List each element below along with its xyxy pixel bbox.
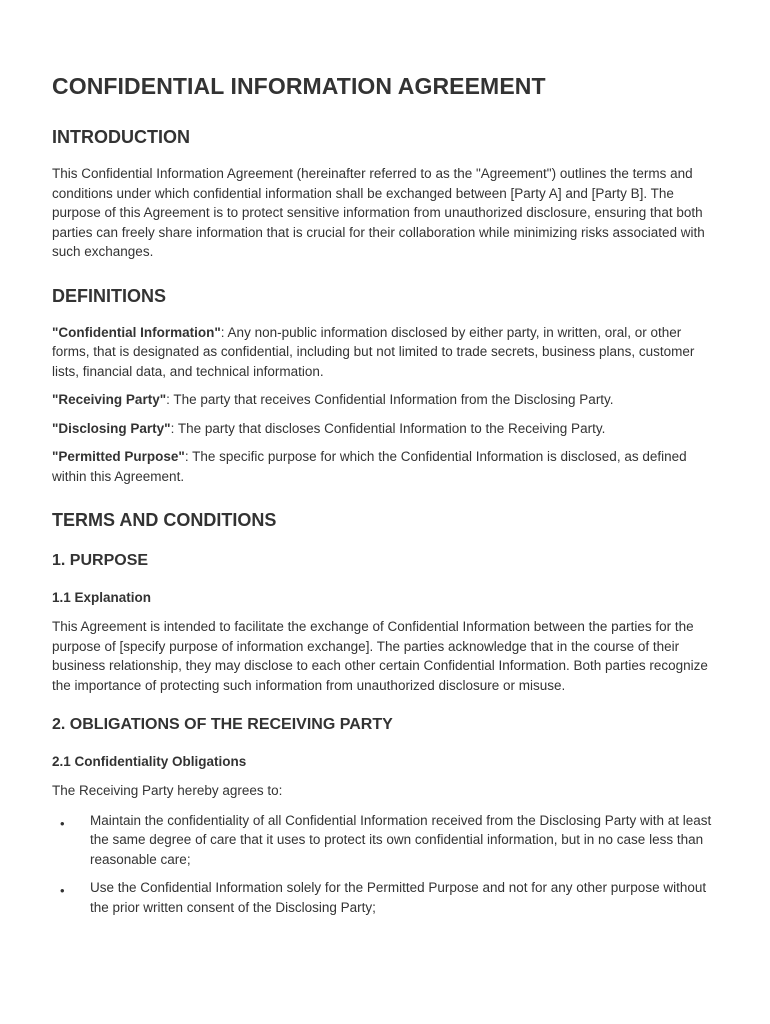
- explanation-subheading: 1.1 Explanation: [52, 590, 152, 605]
- obligations-list: [52, 811, 718, 918]
- definition-permitted-purpose: [52, 447, 718, 486]
- definition-receiving-party: [52, 390, 718, 410]
- list-item: [52, 878, 718, 917]
- definition-text: : The party that receives Confidential Information from the Disclosing Party.: [166, 392, 614, 407]
- list-item: [52, 811, 718, 870]
- terms-heading: TERMS AND CONDITIONS: [52, 510, 277, 530]
- bullet-icon: •: [60, 815, 65, 831]
- definition-text: : The party that discloses Confidential Information to the Receiving Party.: [170, 420, 606, 436]
- purpose-heading: 1. PURPOSE: [52, 552, 149, 569]
- confidentiality-obligations-subheading: 2.1 Confidentiality Obligations: [52, 754, 247, 769]
- definition-term: "Receiving Party": [52, 392, 167, 407]
- bullet-icon: •: [60, 883, 65, 898]
- definition-text: : The specific purpose for which the Confidential Information is disclosed, as defined within this Agreement.: [52, 449, 687, 484]
- definition-disclosing-party: [52, 419, 718, 439]
- obligations-heading: 2. OBLIGATIONS OF THE RECEIVING PARTY: [52, 716, 393, 733]
- document-title: CONFIDENTIAL INFORMATION AGREEMENT: [52, 73, 546, 99]
- definitions-heading: DEFINITIONS: [52, 285, 167, 306]
- obligations-intro: The Receiving Party hereby agrees to:: [52, 783, 283, 798]
- definition-confidential-information: [52, 323, 718, 382]
- list-item-text: Maintain the confidentiality of all Confidential Information received from the Disclosing Party with at least the same degree of care that it uses to protect its own confidential information, but in no case less than reasonable care;: [90, 812, 712, 867]
- purpose-paragraph: This Agreement is intended to facilitate the exchange of Confidential Information between the parties for the purpose of [specify purpose of information exchange]. The parties acknowledge that in the course of their business relationship, they may disclose to each other certain Confidential Information. Both parties recognize the importance of protecting such information from unauthorized disclosure or misuse.: [52, 619, 708, 693]
- introduction-paragraph: This Confidential Information Agreement (hereinafter referred to as the "Agreement") outlines the terms and conditions under which confidential information shall be exchanged between [Party A] and [Party B]. The purpose of this Agreement is to protect sensitive information from unauthorized disclosure, ensuring that both parties can freely share information that is crucial for their collaboration while minimizing risks associated with such exchanges.: [52, 166, 705, 259]
- definition-term: "Confidential Information": [52, 324, 221, 340]
- definition-term: "Permitted Purpose": [52, 449, 185, 464]
- introduction-heading: INTRODUCTION: [52, 127, 190, 147]
- list-item-text: Use the Confidential Information solely for the Permitted Purpose and not for any other purpose without the prior written consent of the Disclosing Party;: [90, 880, 707, 915]
- definition-text: : Any non-public information disclosed by either party, in written, oral, or other forms, that is designated as confidential, including but not limited to trade secrets, business plans, customer lists, financial data, and technical information.: [52, 324, 695, 379]
- definition-term: "Disclosing Party": [52, 420, 171, 436]
